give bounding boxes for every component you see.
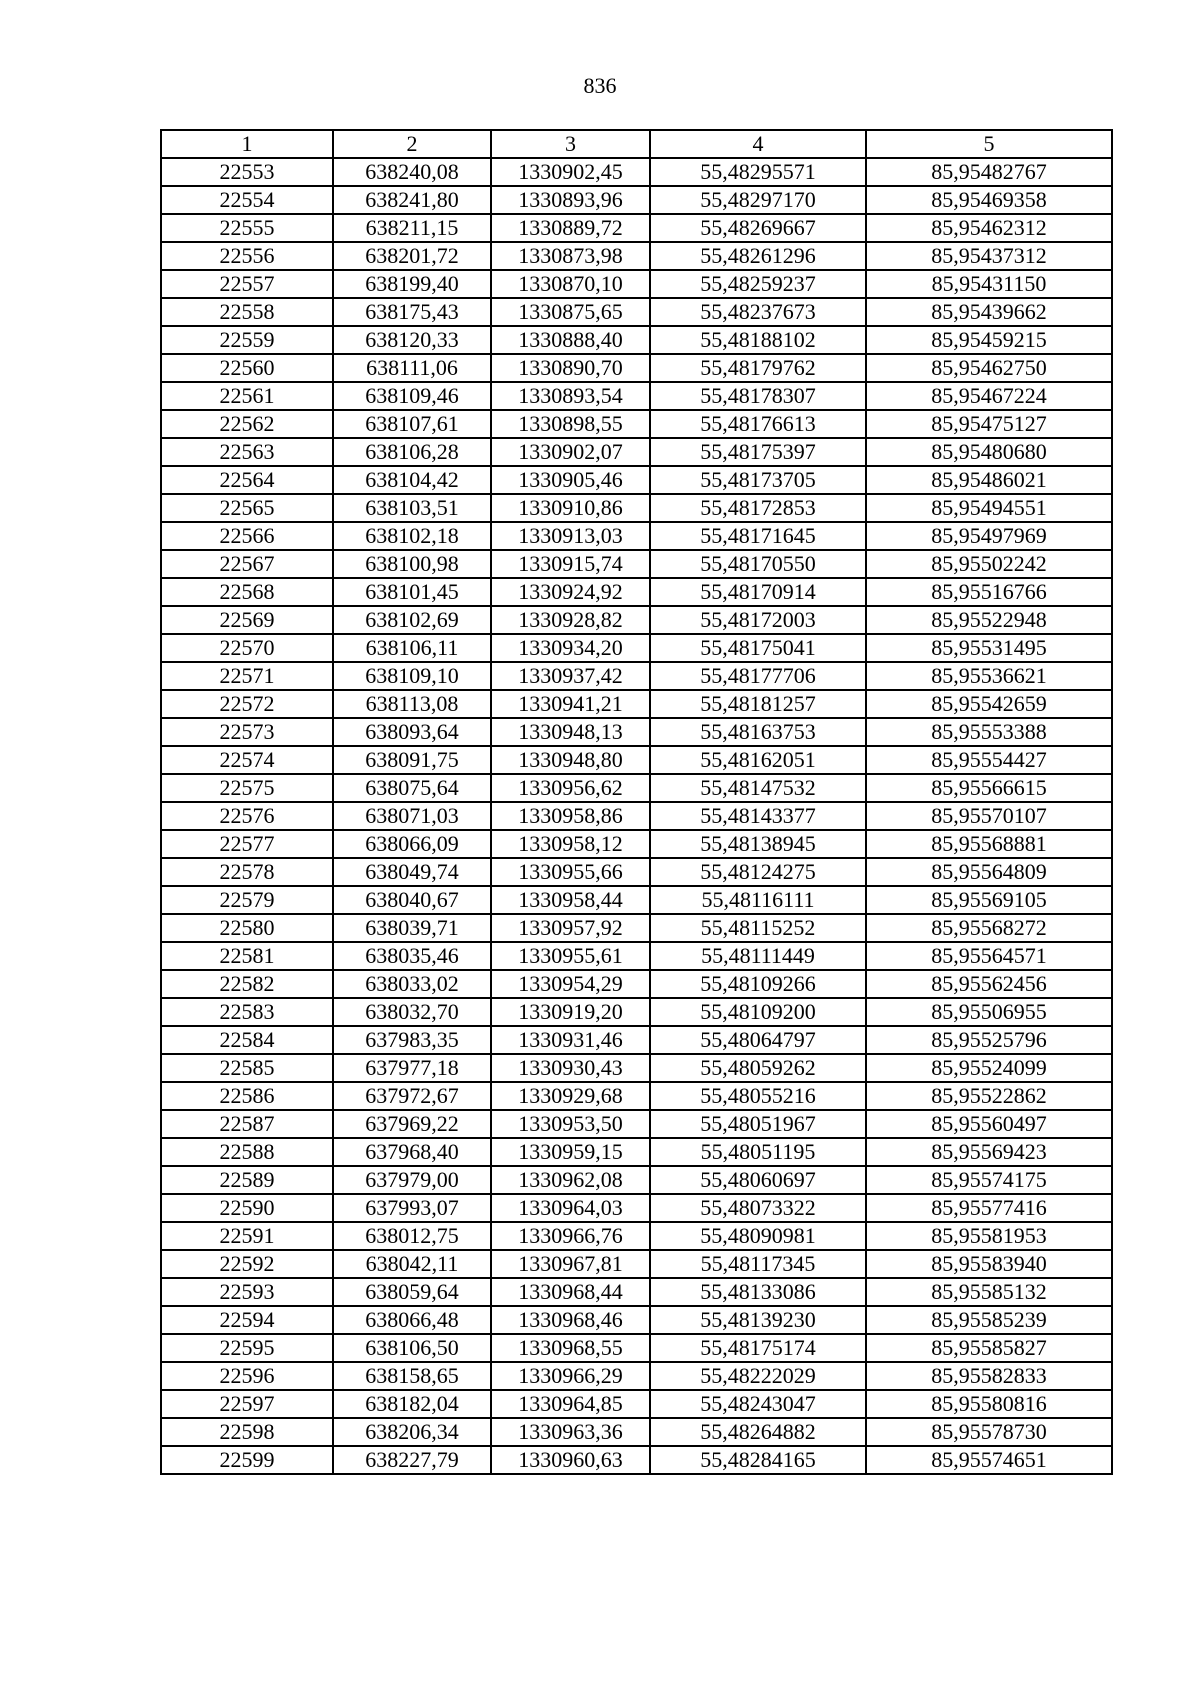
- table-row: [161, 858, 1112, 886]
- table-row: [161, 774, 1112, 802]
- table-cell-col-5: 85,95542659: [866, 690, 1112, 718]
- table-cell-col-5: 85,95516766: [866, 578, 1112, 606]
- table-cell-col-4: 55,48295571: [650, 158, 866, 186]
- table-cell-col-1: 22570: [161, 634, 333, 662]
- table-cell-col-3: 1330959,15: [491, 1138, 650, 1166]
- table-row: [161, 886, 1112, 914]
- table-row: [161, 1306, 1112, 1334]
- table-row: [161, 354, 1112, 382]
- table-cell-col-2: 638227,79: [333, 1446, 491, 1474]
- table-cell-col-4: 55,48172003: [650, 606, 866, 634]
- table-row: [161, 830, 1112, 858]
- table-cell-col-2: 638039,71: [333, 914, 491, 942]
- table-cell-col-3: 1330929,68: [491, 1082, 650, 1110]
- table-row: [161, 1026, 1112, 1054]
- table-cell-col-3: 1330953,50: [491, 1110, 650, 1138]
- table-cell-col-5: 85,95570107: [866, 802, 1112, 830]
- table-row: [161, 186, 1112, 214]
- table-row: [161, 1390, 1112, 1418]
- table-cell-col-2: 638103,51: [333, 494, 491, 522]
- table-cell-col-4: 55,48117345: [650, 1250, 866, 1278]
- table-cell-col-3: 1330902,45: [491, 158, 650, 186]
- table-cell-col-2: 638059,64: [333, 1278, 491, 1306]
- table-cell-col-4: 55,48297170: [650, 186, 866, 214]
- table-cell-col-2: 638066,48: [333, 1306, 491, 1334]
- table-row: [161, 1334, 1112, 1362]
- header-cell-2: 2: [333, 130, 491, 158]
- table-cell-col-2: 638109,46: [333, 382, 491, 410]
- table-cell-col-1: 22560: [161, 354, 333, 382]
- table-cell-col-4: 55,48162051: [650, 746, 866, 774]
- table-row: [161, 494, 1112, 522]
- table-cell-col-1: 22565: [161, 494, 333, 522]
- table-body: [161, 158, 1112, 1474]
- table-cell-col-2: 638201,72: [333, 242, 491, 270]
- table-cell-col-2: 638182,04: [333, 1390, 491, 1418]
- table-cell-col-4: 55,48173705: [650, 466, 866, 494]
- table-cell-col-2: 637993,07: [333, 1194, 491, 1222]
- table-cell-col-2: 638049,74: [333, 858, 491, 886]
- table-cell-col-1: 22577: [161, 830, 333, 858]
- table-cell-col-5: 85,95462312: [866, 214, 1112, 242]
- table-cell-col-3: 1330893,54: [491, 382, 650, 410]
- table-cell-col-2: 638175,43: [333, 298, 491, 326]
- table-cell-col-4: 55,48178307: [650, 382, 866, 410]
- table-cell-col-1: 22569: [161, 606, 333, 634]
- table-cell-col-2: 638211,15: [333, 214, 491, 242]
- table-cell-col-3: 1330924,92: [491, 578, 650, 606]
- table-cell-col-5: 85,95585239: [866, 1306, 1112, 1334]
- table-cell-col-2: 638206,34: [333, 1418, 491, 1446]
- table-cell-col-5: 85,95553388: [866, 718, 1112, 746]
- table-cell-col-2: 638120,33: [333, 326, 491, 354]
- table-cell-col-5: 85,95564809: [866, 858, 1112, 886]
- table-cell-col-4: 55,48175041: [650, 634, 866, 662]
- table-cell-col-1: 22599: [161, 1446, 333, 1474]
- table-row: [161, 690, 1112, 718]
- table-cell-col-1: 22597: [161, 1390, 333, 1418]
- table-cell-col-1: 22572: [161, 690, 333, 718]
- table-cell-col-1: 22568: [161, 578, 333, 606]
- table-cell-col-3: 1330870,10: [491, 270, 650, 298]
- table-cell-col-5: 85,95569105: [866, 886, 1112, 914]
- table-cell-col-3: 1330948,80: [491, 746, 650, 774]
- table-cell-col-4: 55,48111449: [650, 942, 866, 970]
- table-cell-col-4: 55,48176613: [650, 410, 866, 438]
- table-cell-col-2: 638093,64: [333, 718, 491, 746]
- table-cell-col-4: 55,48115252: [650, 914, 866, 942]
- table-cell-col-2: 637969,22: [333, 1110, 491, 1138]
- table-cell-col-5: 85,95522948: [866, 606, 1112, 634]
- table-row: [161, 718, 1112, 746]
- table-cell-col-4: 55,48179762: [650, 354, 866, 382]
- table-cell-col-4: 55,48222029: [650, 1362, 866, 1390]
- table-row: [161, 942, 1112, 970]
- table-cell-col-4: 55,48090981: [650, 1222, 866, 1250]
- table-cell-col-1: 22562: [161, 410, 333, 438]
- table-cell-col-1: 22591: [161, 1222, 333, 1250]
- table-cell-col-2: 638199,40: [333, 270, 491, 298]
- table-header: [161, 130, 1112, 158]
- table-cell-col-1: 22594: [161, 1306, 333, 1334]
- table-cell-col-3: 1330968,46: [491, 1306, 650, 1334]
- table-cell-col-3: 1330902,07: [491, 438, 650, 466]
- header-cell-4: 4: [650, 130, 866, 158]
- table-cell-col-4: 55,48109200: [650, 998, 866, 1026]
- table-cell-col-3: 1330875,65: [491, 298, 650, 326]
- table-cell-col-3: 1330964,03: [491, 1194, 650, 1222]
- table-cell-col-3: 1330930,43: [491, 1054, 650, 1082]
- table-cell-col-2: 638033,02: [333, 970, 491, 998]
- table-cell-col-5: 85,95568881: [866, 830, 1112, 858]
- header-cell-1: 1: [161, 130, 333, 158]
- table-cell-col-5: 85,95467224: [866, 382, 1112, 410]
- table-cell-col-1: 22592: [161, 1250, 333, 1278]
- table-cell-col-1: 22582: [161, 970, 333, 998]
- table-cell-col-2: 637968,40: [333, 1138, 491, 1166]
- table-cell-col-4: 55,48147532: [650, 774, 866, 802]
- table-cell-col-3: 1330889,72: [491, 214, 650, 242]
- table-cell-col-2: 638158,65: [333, 1362, 491, 1390]
- table-cell-col-2: 638106,28: [333, 438, 491, 466]
- table-cell-col-3: 1330968,55: [491, 1334, 650, 1362]
- table-cell-col-3: 1330968,44: [491, 1278, 650, 1306]
- table-cell-col-5: 85,95560497: [866, 1110, 1112, 1138]
- page-number: 836: [583, 73, 617, 98]
- table-cell-col-5: 85,95585132: [866, 1278, 1112, 1306]
- table-cell-col-3: 1330958,86: [491, 802, 650, 830]
- table-cell-col-2: 638012,75: [333, 1222, 491, 1250]
- table-cell-col-2: 638040,67: [333, 886, 491, 914]
- table-cell-col-5: 85,95437312: [866, 242, 1112, 270]
- table-cell-col-3: 1330937,42: [491, 662, 650, 690]
- table-cell-col-3: 1330957,92: [491, 914, 650, 942]
- table-row: [161, 1166, 1112, 1194]
- table-cell-col-1: 22595: [161, 1334, 333, 1362]
- table-cell-col-2: 638066,09: [333, 830, 491, 858]
- table-cell-col-2: 638102,18: [333, 522, 491, 550]
- table-cell-col-1: 22593: [161, 1278, 333, 1306]
- table-cell-col-1: 22589: [161, 1166, 333, 1194]
- table-cell-col-1: 22580: [161, 914, 333, 942]
- table-cell-col-3: 1330910,86: [491, 494, 650, 522]
- table-cell-col-4: 55,48170914: [650, 578, 866, 606]
- table-cell-col-3: 1330956,62: [491, 774, 650, 802]
- table-cell-col-5: 85,95583940: [866, 1250, 1112, 1278]
- header-row: [161, 130, 1112, 158]
- table-cell-col-1: 22559: [161, 326, 333, 354]
- table-cell-col-2: 638240,08: [333, 158, 491, 186]
- table-cell-col-1: 22578: [161, 858, 333, 886]
- table-cell-col-3: 1330966,76: [491, 1222, 650, 1250]
- table-cell-col-4: 55,48073322: [650, 1194, 866, 1222]
- table-cell-col-5: 85,95462750: [866, 354, 1112, 382]
- table-cell-col-5: 85,95585827: [866, 1334, 1112, 1362]
- table-cell-col-1: 22556: [161, 242, 333, 270]
- table-cell-col-2: 638113,08: [333, 690, 491, 718]
- table-cell-col-2: 638107,61: [333, 410, 491, 438]
- table-cell-col-3: 1330913,03: [491, 522, 650, 550]
- table-cell-col-4: 55,48138945: [650, 830, 866, 858]
- table-cell-col-1: 22585: [161, 1054, 333, 1082]
- table-row: [161, 662, 1112, 690]
- table-cell-col-4: 55,48051195: [650, 1138, 866, 1166]
- table-cell-col-2: 638100,98: [333, 550, 491, 578]
- table-cell-col-2: 638106,11: [333, 634, 491, 662]
- table-cell-col-2: 638109,10: [333, 662, 491, 690]
- table-cell-col-5: 85,95524099: [866, 1054, 1112, 1082]
- table-cell-col-4: 55,48060697: [650, 1166, 866, 1194]
- table-row: [161, 1110, 1112, 1138]
- table-cell-col-1: 22561: [161, 382, 333, 410]
- table-cell-col-3: 1330934,20: [491, 634, 650, 662]
- table-cell-col-4: 55,48124275: [650, 858, 866, 886]
- table-cell-col-1: 22576: [161, 802, 333, 830]
- table-cell-col-4: 55,48170550: [650, 550, 866, 578]
- table-row: [161, 382, 1112, 410]
- table-row: [161, 214, 1112, 242]
- table-cell-col-3: 1330963,36: [491, 1418, 650, 1446]
- table-cell-col-2: 638241,80: [333, 186, 491, 214]
- table-row: [161, 1194, 1112, 1222]
- table-cell-col-1: 22587: [161, 1110, 333, 1138]
- table-cell-col-3: 1330954,29: [491, 970, 650, 998]
- table-cell-col-4: 55,48237673: [650, 298, 866, 326]
- table-cell-col-5: 85,95536621: [866, 662, 1112, 690]
- table-cell-col-1: 22555: [161, 214, 333, 242]
- table-cell-col-5: 85,95480680: [866, 438, 1112, 466]
- table-cell-col-3: 1330948,13: [491, 718, 650, 746]
- table-cell-col-2: 638091,75: [333, 746, 491, 774]
- table-row: [161, 242, 1112, 270]
- table-cell-col-2: 638042,11: [333, 1250, 491, 1278]
- table-row: [161, 158, 1112, 186]
- table-cell-col-3: 1330966,29: [491, 1362, 650, 1390]
- table-cell-col-5: 85,95502242: [866, 550, 1112, 578]
- table-cell-col-5: 85,95431150: [866, 270, 1112, 298]
- table-cell-col-5: 85,95439662: [866, 298, 1112, 326]
- table-cell-col-1: 22575: [161, 774, 333, 802]
- table-cell-col-4: 55,48264882: [650, 1418, 866, 1446]
- table-cell-col-2: 638101,45: [333, 578, 491, 606]
- table-cell-col-5: 85,95581953: [866, 1222, 1112, 1250]
- table-row: [161, 1082, 1112, 1110]
- table-cell-col-5: 85,95522862: [866, 1082, 1112, 1110]
- table-cell-col-3: 1330964,85: [491, 1390, 650, 1418]
- table-row: [161, 578, 1112, 606]
- table-cell-col-2: 638075,64: [333, 774, 491, 802]
- table-cell-col-3: 1330905,46: [491, 466, 650, 494]
- table-cell-col-4: 55,48188102: [650, 326, 866, 354]
- table-cell-col-4: 55,48064797: [650, 1026, 866, 1054]
- table-cell-col-4: 55,48243047: [650, 1390, 866, 1418]
- table-row: [161, 550, 1112, 578]
- table-cell-col-1: 22553: [161, 158, 333, 186]
- table-cell-col-1: 22564: [161, 466, 333, 494]
- table-cell-col-3: 1330888,40: [491, 326, 650, 354]
- header-cell-5: 5: [866, 130, 1112, 158]
- coordinates-table: [160, 129, 1113, 1475]
- table-cell-col-4: 55,48055216: [650, 1082, 866, 1110]
- table-cell-col-3: 1330915,74: [491, 550, 650, 578]
- table-cell-col-2: 637979,00: [333, 1166, 491, 1194]
- table-cell-col-3: 1330958,12: [491, 830, 650, 858]
- table-cell-col-4: 55,48175174: [650, 1334, 866, 1362]
- table-cell-col-3: 1330890,70: [491, 354, 650, 382]
- table-row: [161, 998, 1112, 1026]
- table-cell-col-4: 55,48139230: [650, 1306, 866, 1334]
- table-cell-col-4: 55,48171645: [650, 522, 866, 550]
- table-cell-col-2: 638035,46: [333, 942, 491, 970]
- table-cell-col-2: 637972,67: [333, 1082, 491, 1110]
- table-row: [161, 606, 1112, 634]
- table-cell-col-3: 1330955,66: [491, 858, 650, 886]
- table-cell-col-4: 55,48133086: [650, 1278, 866, 1306]
- table-cell-col-2: 638106,50: [333, 1334, 491, 1362]
- table-cell-col-3: 1330941,21: [491, 690, 650, 718]
- table-row: [161, 466, 1112, 494]
- table-cell-col-4: 55,48177706: [650, 662, 866, 690]
- table-cell-col-4: 55,48172853: [650, 494, 866, 522]
- table-cell-col-3: 1330955,61: [491, 942, 650, 970]
- table-cell-col-4: 55,48269667: [650, 214, 866, 242]
- table-cell-col-4: 55,48163753: [650, 718, 866, 746]
- table-cell-col-5: 85,95459215: [866, 326, 1112, 354]
- table-cell-col-1: 22581: [161, 942, 333, 970]
- table-cell-col-5: 85,95475127: [866, 410, 1112, 438]
- table-cell-col-2: 638071,03: [333, 802, 491, 830]
- table-cell-col-1: 22590: [161, 1194, 333, 1222]
- table-cell-col-2: 637977,18: [333, 1054, 491, 1082]
- table-cell-col-3: 1330873,98: [491, 242, 650, 270]
- table-cell-col-1: 22557: [161, 270, 333, 298]
- table-cell-col-4: 55,48175397: [650, 438, 866, 466]
- table-cell-col-1: 22588: [161, 1138, 333, 1166]
- table-cell-col-4: 55,48116111: [650, 886, 866, 914]
- table-cell-col-5: 85,95554427: [866, 746, 1112, 774]
- table-cell-col-4: 55,48181257: [650, 690, 866, 718]
- table-cell-col-5: 85,95525796: [866, 1026, 1112, 1054]
- table-cell-col-5: 85,95486021: [866, 466, 1112, 494]
- header-cell-3: 3: [491, 130, 650, 158]
- table-cell-col-5: 85,95569423: [866, 1138, 1112, 1166]
- table-cell-col-2: 638104,42: [333, 466, 491, 494]
- table-cell-col-5: 85,95494551: [866, 494, 1112, 522]
- table-cell-col-5: 85,95568272: [866, 914, 1112, 942]
- table-row: [161, 522, 1112, 550]
- table-cell-col-5: 85,95469358: [866, 186, 1112, 214]
- table-cell-col-5: 85,95531495: [866, 634, 1112, 662]
- table-cell-col-1: 22586: [161, 1082, 333, 1110]
- table-cell-col-3: 1330958,44: [491, 886, 650, 914]
- table-cell-col-3: 1330893,96: [491, 186, 650, 214]
- table-cell-col-5: 85,95482767: [866, 158, 1112, 186]
- table-cell-col-3: 1330931,46: [491, 1026, 650, 1054]
- table-cell-col-4: 55,48109266: [650, 970, 866, 998]
- table-cell-col-5: 85,95506955: [866, 998, 1112, 1026]
- table-row: [161, 298, 1112, 326]
- table-row: [161, 1418, 1112, 1446]
- table-row: [161, 410, 1112, 438]
- table-cell-col-1: 22573: [161, 718, 333, 746]
- table-cell-col-5: 85,95564571: [866, 942, 1112, 970]
- table-cell-col-5: 85,95580816: [866, 1390, 1112, 1418]
- table-cell-col-1: 22566: [161, 522, 333, 550]
- table-cell-col-5: 85,95577416: [866, 1194, 1112, 1222]
- table-cell-col-1: 22558: [161, 298, 333, 326]
- table-row: [161, 438, 1112, 466]
- table-cell-col-1: 22583: [161, 998, 333, 1026]
- table-cell-col-1: 22574: [161, 746, 333, 774]
- table-cell-col-1: 22579: [161, 886, 333, 914]
- table-cell-col-1: 22571: [161, 662, 333, 690]
- table-row: [161, 1362, 1112, 1390]
- table-cell-col-5: 85,95566615: [866, 774, 1112, 802]
- table-row: [161, 802, 1112, 830]
- table-cell-col-4: 55,48284165: [650, 1446, 866, 1474]
- table-cell-col-3: 1330962,08: [491, 1166, 650, 1194]
- table-cell-col-2: 638111,06: [333, 354, 491, 382]
- table-row: [161, 1138, 1112, 1166]
- table-row: [161, 1446, 1112, 1474]
- table-cell-col-1: 22584: [161, 1026, 333, 1054]
- table-cell-col-2: 638032,70: [333, 998, 491, 1026]
- table-cell-col-5: 85,95578730: [866, 1418, 1112, 1446]
- table-row: [161, 970, 1112, 998]
- table-cell-col-5: 85,95562456: [866, 970, 1112, 998]
- table-row: [161, 1278, 1112, 1306]
- table-cell-col-3: 1330967,81: [491, 1250, 650, 1278]
- table-row: [161, 270, 1112, 298]
- table-row: [161, 746, 1112, 774]
- table-row: [161, 1054, 1112, 1082]
- table-cell-col-5: 85,95582833: [866, 1362, 1112, 1390]
- table-cell-col-3: 1330928,82: [491, 606, 650, 634]
- table-cell-col-1: 22596: [161, 1362, 333, 1390]
- table-cell-col-3: 1330960,63: [491, 1446, 650, 1474]
- table-cell-col-5: 85,95574175: [866, 1166, 1112, 1194]
- table-cell-col-4: 55,48143377: [650, 802, 866, 830]
- table-row: [161, 1250, 1112, 1278]
- table-cell-col-5: 85,95497969: [866, 522, 1112, 550]
- table-cell-col-1: 22554: [161, 186, 333, 214]
- table-cell-col-1: 22563: [161, 438, 333, 466]
- table-cell-col-3: 1330919,20: [491, 998, 650, 1026]
- table-row: [161, 914, 1112, 942]
- table-cell-col-4: 55,48051967: [650, 1110, 866, 1138]
- table-cell-col-5: 85,95574651: [866, 1446, 1112, 1474]
- table-cell-col-2: 637983,35: [333, 1026, 491, 1054]
- table-row: [161, 1222, 1112, 1250]
- table-cell-col-3: 1330898,55: [491, 410, 650, 438]
- table-cell-col-4: 55,48259237: [650, 270, 866, 298]
- table-cell-col-1: 22598: [161, 1418, 333, 1446]
- table-cell-col-4: 55,48059262: [650, 1054, 866, 1082]
- table-cell-col-2: 638102,69: [333, 606, 491, 634]
- table-row: [161, 634, 1112, 662]
- table-cell-col-4: 55,48261296: [650, 242, 866, 270]
- table-cell-col-1: 22567: [161, 550, 333, 578]
- table-row: [161, 326, 1112, 354]
